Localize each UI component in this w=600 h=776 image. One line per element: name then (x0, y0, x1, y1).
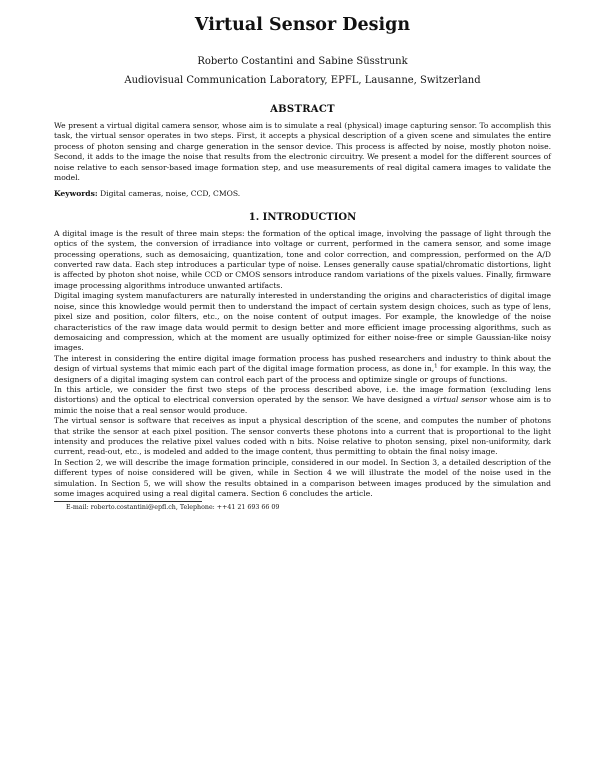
section-heading-introduction: 1. INTRODUCTION (248, 211, 357, 223)
intro-paragraph-6: In Section 2, we will describe the image formation principle, considered in our model. In Section 3, a detailed description of the different types of noise considered will be given, while in Section 4 we will illustrate the model of the noise used in the simulation. In Section 5, we will show the results obtained in a comparison between images produced by the simulation and some images acquired using a real digital camera. Section 6 concludes the article. (54, 457, 551, 498)
intro-paragraph-3-text-b: for example. In this way, the designers of a digital imaging system can control each part of the process and optimize single or groups of functions. (54, 364, 551, 384)
abstract-heading: ABSTRACT (270, 104, 335, 115)
virtual-sensor-term: virtual sensor (433, 395, 487, 405)
citation-ref: 1 (434, 363, 438, 370)
intro-paragraph-1: A digital image is the result of three main steps: the formation of the optical image, involving the passage of light through the optics of the system, the conversion of irradiance into voltage or current, performed in the camera sensor, and some image processing operations, such as demosaicing, quantization, tone and color correction, and compression, performed on the A/D converted raw data. Each step introduces a particular type of noise. Lenses generally cause spatial/chromatic distortions, light is affected by photon shot noise, while CCD or CMOS sensors introduce random variations of the pixels values. Finally, firmware image processing algorithms introduce unwanted artifacts. (54, 228, 551, 290)
intro-paragraph-4 (54, 385, 551, 416)
intro-paragraph-2: Digital imaging system manufacturers are naturally interested in understanding the origins and characteristics of digital image noise, since this knowledge would permit then to understand the impact of certain system design choices, such as type of lens, pixel size and position, color filters, etc., on the noise content of output images. For example, the knowledge of the noise characteristics of the raw image data would permit to design better and more efficient image processing algorithms, such as demosaicing and compression, which at the moment are usually optimized for either noise-free or simple Gaussian-like noisy images. (54, 291, 551, 353)
affiliation: Audiovisual Communication Laboratory, EPFL, Lausanne, Switzerland (124, 75, 481, 86)
paper-page (54, 14, 551, 512)
keywords-line (54, 189, 551, 199)
abstract-text: We present a virtual digital camera sensor, whose aim is to simulate a real (physical) image capturing sensor. To accomplish this task, the virtual sensor operates in two steps. First, it accepts a physical description of a given scene and simulates the entire process of photon sensing and charge generation in the sensor device. This process is affected by noise, mostly photon noise. Second, it adds to the image the noise that results from the electronic circuitry. We present a model for the different sources of noise relative to each sensor-based image formation step, and use measurements of real digital camera images to validate the model. (54, 121, 551, 183)
paper-title: Virtual Sensor Design (194, 15, 411, 35)
intro-paragraph-4-text-b: whose aim is to mimic the noise that a real sensor would produce. (54, 395, 551, 415)
intro-paragraph-3-text-a: The interest in considering the entire digital image formation process has pushed researchers and industry to think about the design of virtual systems that mimic each part of the digital image formation process, as done in, (54, 353, 551, 374)
footnote-contact: E-mail: roberto.costantini@epfl.ch, Telephone: ++41 21 693 66 09 (66, 504, 280, 512)
footnote-divider (54, 501, 202, 502)
keywords-label: Keywords: (54, 189, 98, 199)
intro-paragraph-3 (54, 354, 551, 385)
intro-paragraph-5: The virtual sensor is software that receives as input a physical description of the scene, and computes the number of photons that strike the sensor at each pixel position. The sensor converts these photons into a current that is proportional to the light intensity and produces the relative pixel values coded with n bits. Noise relative to photon sensing, pixel non-uniformity, dark current, read-out, etc., is modeled and added to the image content, thus permitting to obtain the final noisy image. (54, 416, 551, 457)
author-list: Roberto Costantini and Sabine Süsstrunk (197, 56, 408, 67)
keywords-text: Digital cameras, noise, CCD, CMOS. (100, 189, 241, 199)
intro-paragraph-4-text-a: In this article, we consider the first two steps of the process described above, i.e. the image formation (excluding lens distortions) and the optical to electrical conversion operated by the sensor. We have designed a (54, 384, 551, 405)
